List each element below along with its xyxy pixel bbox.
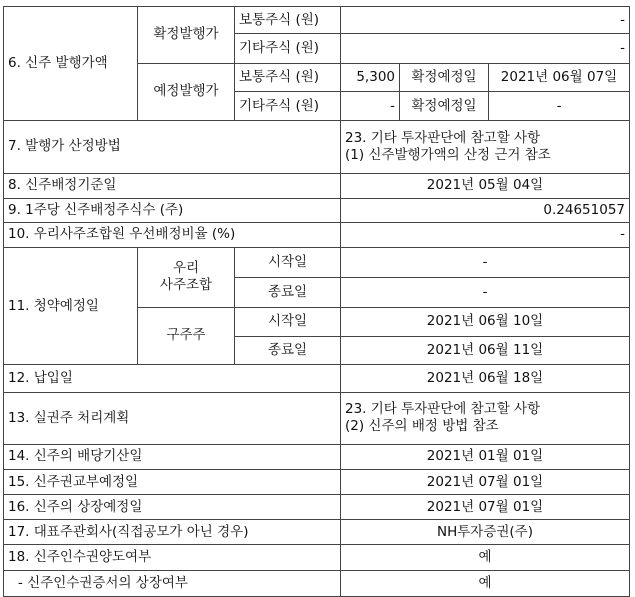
confirmed-price-group: 확정발행가 [138,7,235,64]
row10-label: 10. 우리사주조합원 우선배정비율 (%) [4,222,341,247]
rights-offering-disclosure-table [3,6,630,597]
table-row [4,173,630,198]
confirmation-date-label: 확정예정일 [400,91,489,120]
row13-value [341,392,630,444]
table-row [4,247,630,277]
existing-shareholders-group: 구주주 [138,307,235,365]
table-row [4,495,630,520]
row7-label: 7. 발행가 산정방법 [4,121,341,173]
row16-value: 2021년 07월 01일 [341,495,630,520]
table-row [4,520,630,545]
existing-start-value: 2021년 06월 10일 [341,307,630,336]
planned-price-group: 예정발행가 [138,63,235,121]
table-row [4,444,630,469]
row7-value-line2: (1) 신주발행가액의 산정 근거 참조 [345,146,551,163]
start-date-label: 시작일 [235,247,341,277]
row8-value: 2021년 05월 04일 [341,173,630,198]
row17-label: 17. 대표주관회사(직접공모가 아닌 경우) [4,520,341,545]
row17-value: NH투자증권(주) [341,520,630,545]
row9-label: 9. 1주당 신주배정주식수 (주) [4,198,341,222]
row15-value: 2021년 07월 01일 [341,470,630,495]
row18a-label: - 신주인수권증서의 상장여부 [4,570,341,596]
planned-common-value: 5,300 [341,63,400,91]
row18-label: 18. 신주인수권양도여부 [4,545,341,570]
end-date-label: 종료일 [235,278,341,307]
table-row [4,392,630,444]
esop-group [138,247,235,307]
confirmed-common-value: - [341,7,630,34]
other-stock-label: 기타주식 (원) [235,91,341,120]
common-stock-label: 보통주식 (원) [235,63,341,91]
esop-start-value: - [341,247,630,277]
row13-value-line2: (2) 신주의 배정 방법 참조 [345,418,499,435]
row14-value: 2021년 01월 01일 [341,444,630,469]
existing-end-value: 2021년 06월 11일 [341,336,630,364]
row7-value [341,121,630,173]
esop-end-value: - [341,278,630,307]
planned-common-date: 2021년 06월 07일 [489,63,630,91]
row15-label: 15. 신주권교부예정일 [4,470,341,495]
table-row [4,365,630,392]
row16-label: 16. 신주의 상장예정일 [4,495,341,520]
table-row [4,222,630,247]
row8-label: 8. 신주배정기준일 [4,173,341,198]
row18-value: 예 [341,545,630,570]
table-row [4,121,630,173]
table-row [4,7,630,34]
esop-group-line1: 우리 [172,260,200,277]
planned-other-date: - [489,91,630,120]
row13-value-line1: 23. 기타 투자판단에 참고할 사항 [345,401,541,418]
end-date-label: 종료일 [235,336,341,364]
row12-label: 12. 납입일 [4,365,341,392]
row14-label: 14. 신주의 배당기산일 [4,444,341,469]
row11-label: 11. 청약예정일 [4,247,138,364]
table-row [4,570,630,596]
row12-value: 2021년 06월 18일 [341,365,630,392]
row6-label: 6. 신주 발행가액 [4,7,138,121]
start-date-label: 시작일 [235,307,341,336]
row9-value: 0.24651057 [341,198,630,222]
table-row [4,198,630,222]
table-row [4,470,630,495]
confirmation-date-label: 확정예정일 [400,63,489,91]
row10-value: - [341,222,630,247]
other-stock-label: 기타주식 (원) [235,34,341,63]
row13-label: 13. 실권주 처리계획 [4,392,341,444]
row7-value-line1: 23. 기타 투자판단에 참고할 사항 [345,129,541,146]
table-row [4,545,630,570]
confirmed-other-value: - [341,34,630,63]
planned-other-value: - [341,91,400,120]
esop-group-line2: 사주조합 [159,277,213,294]
common-stock-label: 보통주식 (원) [235,7,341,34]
row18a-value: 예 [341,570,630,596]
